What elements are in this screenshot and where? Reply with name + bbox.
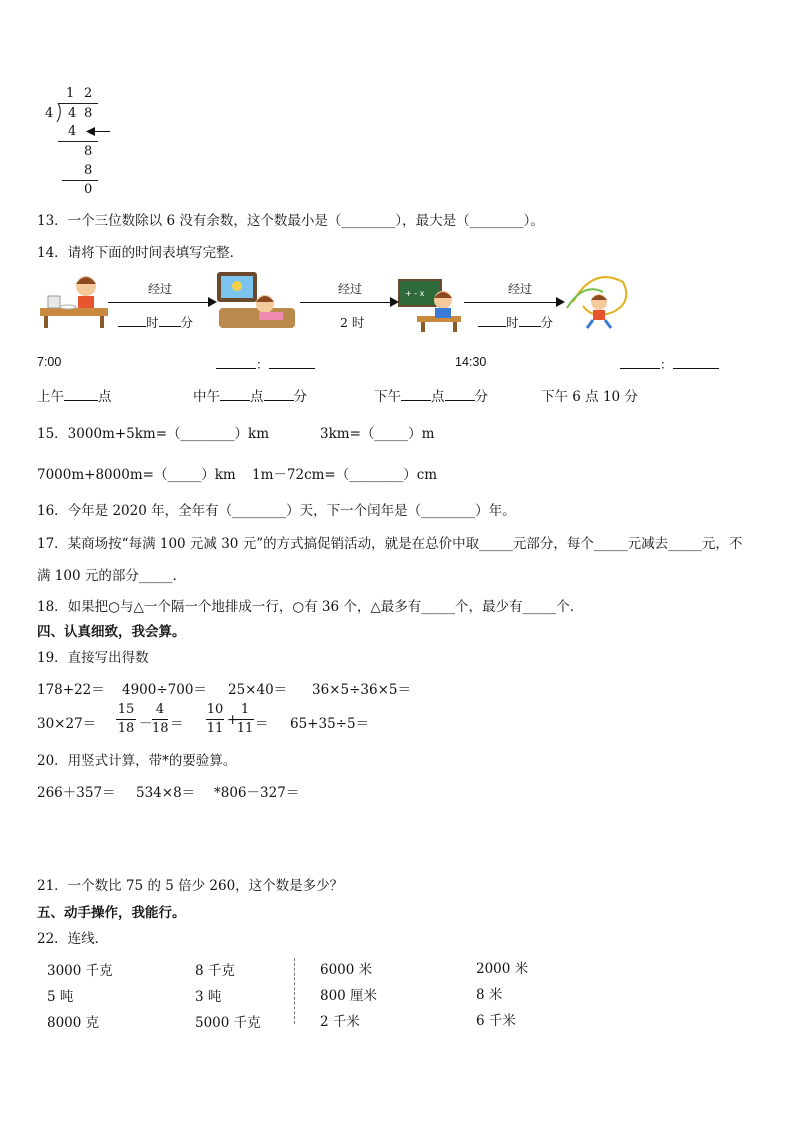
division-rule [62,180,98,181]
minute-unit: 分 [474,389,488,405]
fraction [152,702,168,737]
arrow1-duration [118,313,193,331]
match-left-target: 8 千克 [195,963,235,979]
question-15b: 3km=（_____）m [320,426,435,442]
question-22-title: 22．连线． [37,931,109,947]
pointer-arrowhead [86,126,96,137]
minute-unit: 分 [293,389,307,405]
svg-text:+ - x: + - x [405,289,425,298]
match-right-item: 6000 米 [320,962,373,978]
remainder: 0 [84,182,93,197]
fraction [206,702,224,737]
match-right-target: 6 千米 [476,1013,516,1029]
child-breakfast-illustration [38,270,110,330]
division-bar [58,103,98,104]
question-20-title: 20．用竖式计算，带*的要验算。 [37,753,237,769]
hour-unit: 时 [506,315,519,330]
question-15a: 15．3000m+5km=（________）km [37,426,270,442]
numerator: 1 [240,702,250,717]
equals-sign: ＝ [255,716,269,732]
timeline-arrow [300,302,394,303]
arrow-label: 经过 [338,282,363,296]
denominator: 18 [152,721,169,736]
calc-item: 36×5÷36×5＝ [312,682,411,698]
numerator: 10 [206,702,224,717]
period-label: 中午 [193,389,220,405]
arrowhead [556,297,565,307]
match-right-target: 2000 米 [476,961,529,977]
vertical-calc-item: *806－327＝ [214,785,300,801]
vertical-calc-item: 534×8＝ [136,785,196,801]
timeline-arrow [108,302,214,303]
calc-item: 65+35÷5＝ [290,716,370,732]
match-right-item: 2 千米 [320,1014,360,1030]
child-tv-illustration [215,270,297,332]
numerator: 4 [155,702,165,717]
step-digit: 4 [68,124,77,139]
arrowhead [208,297,217,307]
written-time-2 [193,385,307,405]
match-left-item: 5 吨 [47,989,74,1005]
match-left-target: 5000 千克 [195,1015,261,1031]
period-label: 下午 [374,389,401,405]
question-14-title: 14．请将下面的时间表填写完整． [37,245,244,261]
section-4-title: 四、认真细致，我会算。 [37,624,186,640]
written-time-1 [37,385,112,405]
time-1: 7:00 [37,355,62,369]
step-digit: 8 [84,144,93,159]
hour-unit: 点 [98,389,112,405]
time-4 [620,355,719,373]
question-16: 16．今年是 2020 年，全年有（________）天，下一个闰年是（________）年。 [37,503,516,519]
arrow-label: 经过 [508,282,533,296]
fraction [116,702,136,737]
timeline-arrow [464,302,560,303]
minute-unit: 分 [540,315,554,330]
question-18: 18．如果把○与△一个隔一个地排成一行，○有 36 个，△最多有_____个，最少有_____个． [37,599,584,615]
divisor: 4 [45,106,54,121]
question-15c: 7000m+8000m=（_____）km [37,467,236,483]
time-3: 14:30 [455,355,487,369]
dividend-digit: 4 [68,106,77,121]
calc-item: 30×27＝ [37,716,97,732]
minute-unit: 分 [180,315,194,330]
child-study-illustration [397,278,465,334]
question-19-title: 19．直接写出得数 [37,650,149,666]
match-left-target: 3 吨 [195,989,222,1005]
match-left-item: 8000 克 [47,1015,100,1031]
calc-item: 4900÷700＝ [122,682,207,698]
vertical-calc-item: 266＋357＝ [37,785,116,801]
section-5-title: 五、动手操作，我能行。 [37,905,186,921]
division-rule [58,141,98,142]
colon: ： [256,358,269,372]
colon: ： [660,358,673,372]
denominator: 11 [236,721,254,736]
calc-item: 178+22＝ [37,682,105,698]
numerator: 15 [117,702,135,717]
plus-sign: + [227,712,239,728]
match-right-target: 8 米 [476,987,503,1003]
quotient-digit: 2 [84,86,93,101]
question-17-line1: 17．某商场按“每满 100 元减 30 元”的方式搞促销活动，就是在总价中取_____元部分，每个_____元减去_____元，不 [37,536,743,552]
quotient-digit: 1 [66,86,75,101]
denominator: 18 [117,721,135,736]
fraction [236,702,254,737]
step-digit: 8 [84,163,93,178]
child-playing-illustration [563,272,635,330]
dividend-digit: 8 [84,106,93,121]
question-21: 21．一个数比 75 的 5 倍少 260，这个数是多少？ [37,878,344,894]
denominator: 11 [206,721,224,736]
question-15d: 1m－72cm=（________）cm [252,467,438,483]
hour-unit: 点 [431,389,445,405]
question-13: 13．一个三位数除以 6 没有余数，这个数最小是（________），最大是（________）。 [37,213,544,229]
equals-sign: ＝ [170,716,184,732]
arrow-label: 经过 [148,282,173,296]
division-bracket [52,102,64,124]
arrow2-duration: 2 时 [340,315,365,330]
period-label: 上午 [37,389,64,405]
arrow3-duration [478,313,553,331]
written-time-3 [374,385,488,405]
hour-unit: 时 [146,315,159,330]
column-divider [294,958,295,1024]
arrowhead [390,297,399,307]
question-17-line2: 满 100 元的部分_____． [37,568,187,584]
written-time-4: 下午 6 点 10 分 [541,389,638,405]
minus-sign: － [139,716,153,732]
match-right-item: 800 厘米 [320,988,378,1004]
time-2 [216,355,315,373]
calc-item: 25×40＝ [228,682,288,698]
match-left-item: 3000 千克 [47,963,113,979]
hour-unit: 点 [250,389,264,405]
